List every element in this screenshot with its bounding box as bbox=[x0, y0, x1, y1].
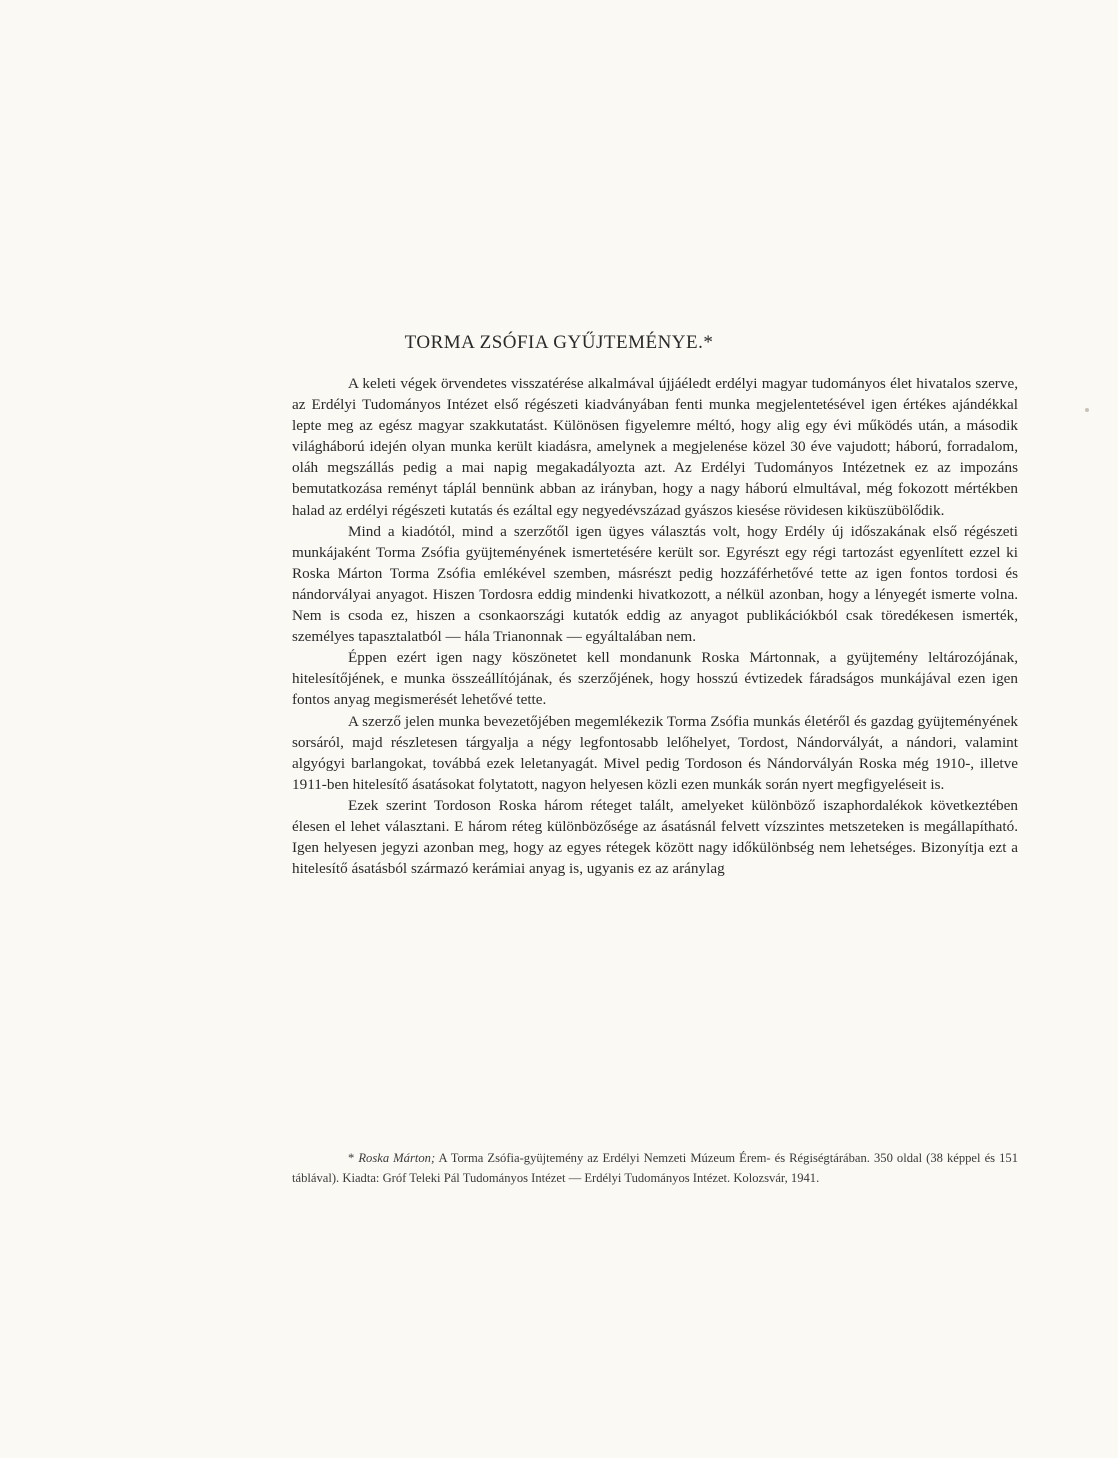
paragraph-1: A keleti végek örvendetes visszatérése alkalmával újjáéledt erdélyi magyar tudományos élet hivatalos szerve, az Erdélyi Tudományos Intézet első régészeti kiadványában fenti munka megjelentetésével igen értékes ajándékkal lepte meg az egész magyar szakkutatást. Különösen figyelemre méltó, hogy alig egy évi működés után, a második világháború idején olyan munka került kiadásra, amelynek a megjelenése közel 30 éve vajudott; háború, forradalom, oláh megszállás pedig a mai napig megakadályozta azt. Az Erdélyi Tudományos Intézetnek ez az impozáns bemutatkozása reményt táplál bennünk abban az irányban, hogy a nagy háború elmultával, még fokozott mértékben halad az erdélyi régészeti kutatás és ezáltal egy negyedévszázad gyászos kiesése rövidesen kiküszübölődik. bbox=[292, 375, 1018, 519]
paragraph-5: Ezek szerint Tordoson Roska három réteget talált, amelyeket különböző iszaphordalékok következtében élesen el lehet választani. E három réteg különbözősége az ásatásnál felvett vízszintes metszeteken is megállapítható. Igen helyesen jegyzi azonban meg, hogy az egyes rétegek között nagy időkülönbség nem lehetséges. Bizonyítja ezt a hitelesítő ásatásból származó kerámiai anyag is, ugyanis ez az aránylag bbox=[292, 796, 1018, 878]
footnote-text: A Torma Zsófia-gyüjtemény az Erdélyi Nemzeti Múzeum Érem- és Régiségtárában. 350 oldal (38 képpel és 151 táblával). Kiadta: Gróf Teleki Pál Tudományos Intézet — Erdélyi Tudományos Intézet. Kolozsvár, 1941. bbox=[292, 1151, 1018, 1185]
paper-speck bbox=[1085, 408, 1089, 412]
paragraph-3: Éppen ezért igen nagy köszönetet kell mondanunk Roska Mártonnak, a gyüjtemény leltározójának, hitelesítőjének, e munka összeállítójának, és szerzőjének, hogy hosszú évtizedek fáradságos munkájával ezen igen fontos anyag megismerését lehetővé tette. bbox=[292, 649, 1018, 709]
footnote bbox=[292, 1148, 1018, 1188]
paragraph-4: A szerző jelen munka bevezetőjében megemlékezik Torma Zsófia munkás életéről és gazdag gyüjteményének sorsáról, majd részletesen tárgyalja a négy legfontosabb lelőhelyet, Tordost, Nándorvályát, a nándori, valamint algyógyi barlangokat, továbbá ezek leletanyagát. Mivel pedig Tordoson és Nándorvályán Roska még 1910-, illetve 1911-ben hitelesítő ásatásokat folytatott, nagyon helyesen közli ezen munkák során nyert megfigyeléseit is. bbox=[292, 712, 1018, 793]
footnote-marker: * bbox=[348, 1151, 359, 1165]
paragraph-2: Mind a kiadótól, mind a szerzőtől igen ügyes választás volt, hogy Erdély új időszakának első régészeti munkájaként Torma Zsófia gyüjteményének ismertetésére került sor. Egyrészt egy régi tartozást egyenlített ezzel ki Roska Márton Torma Zsófia emlékével szemben, másrészt pedig hozzáférhetővé tette az igen fontos tordosi és nándorvályai anyagot. Hiszen Tordosra eddig mindenki hivatkozott, a nélkül azonban, hogy a lényegét ismerte volna. Nem is csoda ez, hiszen a csonkaországi kutatók eddig az anyagot publikációkból csak töredékesen ismerték, személyes tapasztalatból — hála Trianonnak — egyáltalában nem. bbox=[292, 522, 1018, 646]
article-body bbox=[292, 373, 1018, 879]
footnote-author: Roska Márton; bbox=[358, 1151, 436, 1165]
page-title: TORMA ZSÓFIA GYŰJTEMÉNYE.* bbox=[404, 332, 714, 353]
